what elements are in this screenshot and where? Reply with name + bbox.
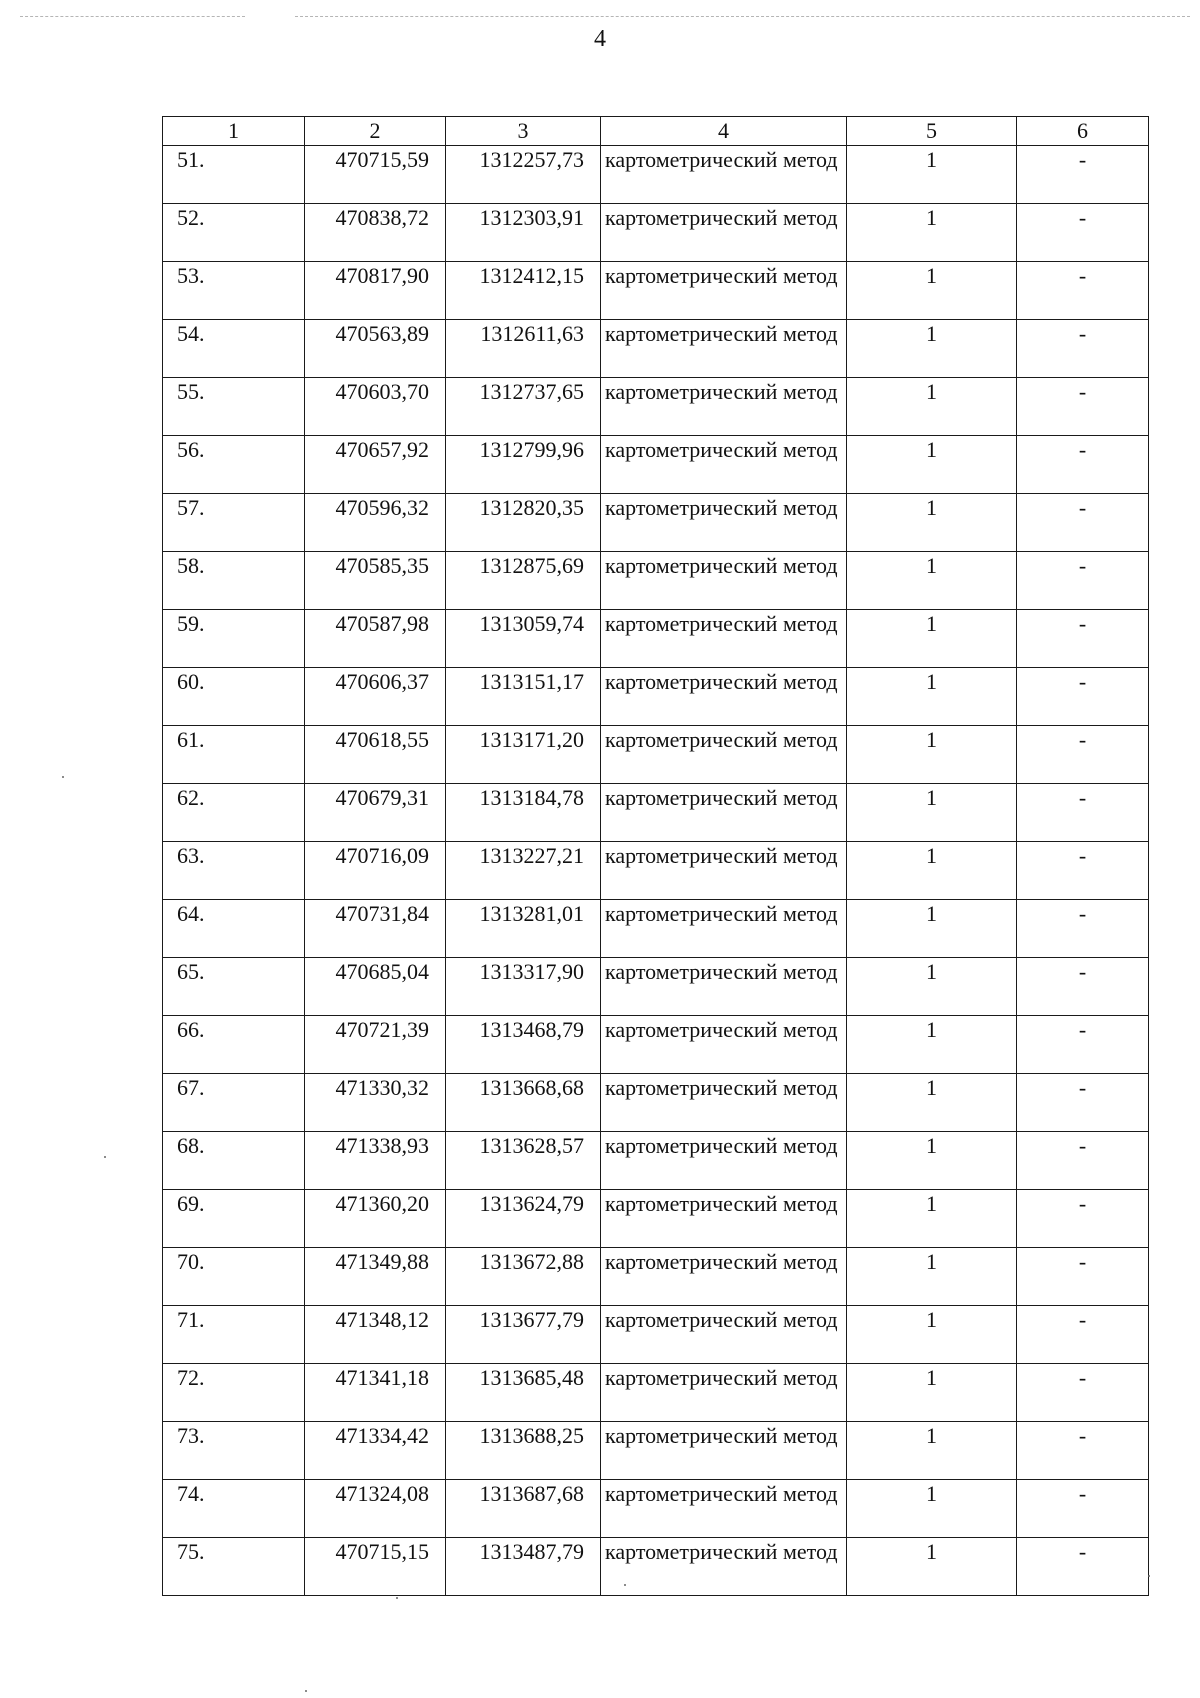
description-cell: - [1017, 204, 1149, 262]
table-row [163, 1422, 1149, 1480]
point-number-cell: 51. [163, 146, 305, 204]
y-coordinate-cell: 1312257,73 [446, 146, 601, 204]
precision-cell: 1 [847, 1422, 1017, 1480]
description-cell: - [1017, 552, 1149, 610]
precision-cell: 1 [847, 1016, 1017, 1074]
point-number-cell: 60. [163, 668, 305, 726]
description-cell: - [1017, 842, 1149, 900]
y-coordinate-cell: 1313688,25 [446, 1422, 601, 1480]
description-cell: - [1017, 1480, 1149, 1538]
scan-edge-line [20, 16, 245, 17]
method-cell: картометрический метод [601, 204, 847, 262]
y-coordinate-cell: 1313281,01 [446, 900, 601, 958]
scan-speck [305, 1690, 307, 1692]
scan-speck [62, 776, 64, 778]
scan-speck [624, 1584, 626, 1586]
column-header: 4 [601, 117, 847, 146]
precision-cell: 1 [847, 1364, 1017, 1422]
point-number-cell: 69. [163, 1190, 305, 1248]
point-number-cell: 73. [163, 1422, 305, 1480]
x-coordinate-cell: 471348,12 [305, 1306, 446, 1364]
y-coordinate-cell: 1312611,63 [446, 320, 601, 378]
x-coordinate-cell: 470685,04 [305, 958, 446, 1016]
y-coordinate-cell: 1313668,68 [446, 1074, 601, 1132]
table-header-row [163, 117, 1149, 146]
precision-cell: 1 [847, 262, 1017, 320]
point-number-cell: 59. [163, 610, 305, 668]
y-coordinate-cell: 1312737,65 [446, 378, 601, 436]
method-cell: картометрический метод [601, 610, 847, 668]
description-cell: - [1017, 1190, 1149, 1248]
y-coordinate-cell: 1312875,69 [446, 552, 601, 610]
table-row [163, 1190, 1149, 1248]
precision-cell: 1 [847, 494, 1017, 552]
x-coordinate-cell: 470603,70 [305, 378, 446, 436]
description-cell: - [1017, 494, 1149, 552]
y-coordinate-cell: 1313677,79 [446, 1306, 601, 1364]
point-number-cell: 65. [163, 958, 305, 1016]
column-header: 3 [446, 117, 601, 146]
x-coordinate-cell: 470585,35 [305, 552, 446, 610]
x-coordinate-cell: 470596,32 [305, 494, 446, 552]
method-cell: картометрический метод [601, 1132, 847, 1190]
precision-cell: 1 [847, 378, 1017, 436]
description-cell: - [1017, 1364, 1149, 1422]
precision-cell: 1 [847, 1538, 1017, 1596]
point-number-cell: 54. [163, 320, 305, 378]
description-cell: - [1017, 900, 1149, 958]
precision-cell: 1 [847, 1248, 1017, 1306]
point-number-cell: 57. [163, 494, 305, 552]
description-cell: - [1017, 1422, 1149, 1480]
x-coordinate-cell: 471341,18 [305, 1364, 446, 1422]
table-row [163, 494, 1149, 552]
y-coordinate-cell: 1313171,20 [446, 726, 601, 784]
y-coordinate-cell: 1312799,96 [446, 436, 601, 494]
method-cell: картометрический метод [601, 668, 847, 726]
x-coordinate-cell: 470715,15 [305, 1538, 446, 1596]
x-coordinate-cell: 470563,89 [305, 320, 446, 378]
x-coordinate-cell: 471338,93 [305, 1132, 446, 1190]
y-coordinate-cell: 1313184,78 [446, 784, 601, 842]
table-row [163, 1074, 1149, 1132]
table-row [163, 900, 1149, 958]
table-row [163, 552, 1149, 610]
y-coordinate-cell: 1313227,21 [446, 842, 601, 900]
scan-speck [396, 1597, 398, 1599]
method-cell: картометрический метод [601, 726, 847, 784]
scan-edge-line [295, 16, 1190, 17]
description-cell: - [1017, 320, 1149, 378]
table-row [163, 610, 1149, 668]
precision-cell: 1 [847, 436, 1017, 494]
method-cell: картометрический метод [601, 262, 847, 320]
table-row [163, 1248, 1149, 1306]
table-row [163, 146, 1149, 204]
point-number-cell: 55. [163, 378, 305, 436]
description-cell: - [1017, 1248, 1149, 1306]
x-coordinate-cell: 470817,90 [305, 262, 446, 320]
point-number-cell: 58. [163, 552, 305, 610]
table-row [163, 668, 1149, 726]
x-coordinate-cell: 471334,42 [305, 1422, 446, 1480]
precision-cell: 1 [847, 958, 1017, 1016]
description-cell: - [1017, 958, 1149, 1016]
table-row [163, 1016, 1149, 1074]
method-cell: картометрический метод [601, 1074, 847, 1132]
coordinates-table [162, 116, 1149, 1596]
description-cell: - [1017, 1132, 1149, 1190]
point-number-cell: 66. [163, 1016, 305, 1074]
method-cell: картометрический метод [601, 494, 847, 552]
table-row [163, 784, 1149, 842]
x-coordinate-cell: 470587,98 [305, 610, 446, 668]
description-cell: - [1017, 378, 1149, 436]
y-coordinate-cell: 1313151,17 [446, 668, 601, 726]
y-coordinate-cell: 1313624,79 [446, 1190, 601, 1248]
point-number-cell: 71. [163, 1306, 305, 1364]
description-cell: - [1017, 610, 1149, 668]
precision-cell: 1 [847, 1480, 1017, 1538]
method-cell: картометрический метод [601, 958, 847, 1016]
precision-cell: 1 [847, 726, 1017, 784]
precision-cell: 1 [847, 784, 1017, 842]
x-coordinate-cell: 471324,08 [305, 1480, 446, 1538]
x-coordinate-cell: 470838,72 [305, 204, 446, 262]
x-coordinate-cell: 470721,39 [305, 1016, 446, 1074]
table-row [163, 1480, 1149, 1538]
table-row [163, 842, 1149, 900]
precision-cell: 1 [847, 610, 1017, 668]
method-cell: картометрический метод [601, 1306, 847, 1364]
precision-cell: 1 [847, 1306, 1017, 1364]
method-cell: картометрический метод [601, 1190, 847, 1248]
precision-cell: 1 [847, 320, 1017, 378]
point-number-cell: 74. [163, 1480, 305, 1538]
x-coordinate-cell: 470618,55 [305, 726, 446, 784]
table-row [163, 204, 1149, 262]
table-row [163, 320, 1149, 378]
method-cell: картометрический метод [601, 1422, 847, 1480]
point-number-cell: 63. [163, 842, 305, 900]
table-row [163, 726, 1149, 784]
y-coordinate-cell: 1313685,48 [446, 1364, 601, 1422]
page-number: 4 [594, 26, 606, 52]
column-header: 1 [163, 117, 305, 146]
table-row [163, 262, 1149, 320]
y-coordinate-cell: 1312820,35 [446, 494, 601, 552]
scan-speck [104, 1156, 106, 1158]
table-row [163, 1364, 1149, 1422]
table-row [163, 378, 1149, 436]
method-cell: картометрический метод [601, 1538, 847, 1596]
precision-cell: 1 [847, 900, 1017, 958]
point-number-cell: 53. [163, 262, 305, 320]
method-cell: картометрический метод [601, 1364, 847, 1422]
precision-cell: 1 [847, 668, 1017, 726]
x-coordinate-cell: 471330,32 [305, 1074, 446, 1132]
point-number-cell: 70. [163, 1248, 305, 1306]
scan-speck [1148, 1575, 1150, 1577]
x-coordinate-cell: 470657,92 [305, 436, 446, 494]
description-cell: - [1017, 1306, 1149, 1364]
precision-cell: 1 [847, 1132, 1017, 1190]
y-coordinate-cell: 1313468,79 [446, 1016, 601, 1074]
point-number-cell: 64. [163, 900, 305, 958]
method-cell: картометрический метод [601, 378, 847, 436]
x-coordinate-cell: 470679,31 [305, 784, 446, 842]
description-cell: - [1017, 726, 1149, 784]
table-row [163, 1306, 1149, 1364]
precision-cell: 1 [847, 1190, 1017, 1248]
precision-cell: 1 [847, 146, 1017, 204]
y-coordinate-cell: 1312303,91 [446, 204, 601, 262]
method-cell: картометрический метод [601, 146, 847, 204]
method-cell: картометрический метод [601, 436, 847, 494]
method-cell: картометрический метод [601, 1016, 847, 1074]
y-coordinate-cell: 1312412,15 [446, 262, 601, 320]
description-cell: - [1017, 668, 1149, 726]
table-row [163, 436, 1149, 494]
y-coordinate-cell: 1313672,88 [446, 1248, 601, 1306]
y-coordinate-cell: 1313628,57 [446, 1132, 601, 1190]
method-cell: картометрический метод [601, 1480, 847, 1538]
precision-cell: 1 [847, 1074, 1017, 1132]
precision-cell: 1 [847, 552, 1017, 610]
precision-cell: 1 [847, 204, 1017, 262]
point-number-cell: 68. [163, 1132, 305, 1190]
description-cell: - [1017, 262, 1149, 320]
point-number-cell: 72. [163, 1364, 305, 1422]
column-header: 6 [1017, 117, 1149, 146]
description-cell: - [1017, 1538, 1149, 1596]
point-number-cell: 67. [163, 1074, 305, 1132]
precision-cell: 1 [847, 842, 1017, 900]
x-coordinate-cell: 470716,09 [305, 842, 446, 900]
description-cell: - [1017, 1074, 1149, 1132]
x-coordinate-cell: 470606,37 [305, 668, 446, 726]
table-row [163, 958, 1149, 1016]
y-coordinate-cell: 1313059,74 [446, 610, 601, 668]
table-row [163, 1538, 1149, 1596]
description-cell: - [1017, 784, 1149, 842]
method-cell: картометрический метод [601, 900, 847, 958]
column-header: 5 [847, 117, 1017, 146]
point-number-cell: 52. [163, 204, 305, 262]
y-coordinate-cell: 1313317,90 [446, 958, 601, 1016]
x-coordinate-cell: 471349,88 [305, 1248, 446, 1306]
description-cell: - [1017, 146, 1149, 204]
description-cell: - [1017, 1016, 1149, 1074]
x-coordinate-cell: 470731,84 [305, 900, 446, 958]
column-header: 2 [305, 117, 446, 146]
y-coordinate-cell: 1313687,68 [446, 1480, 601, 1538]
method-cell: картометрический метод [601, 1248, 847, 1306]
point-number-cell: 62. [163, 784, 305, 842]
x-coordinate-cell: 470715,59 [305, 146, 446, 204]
method-cell: картометрический метод [601, 842, 847, 900]
y-coordinate-cell: 1313487,79 [446, 1538, 601, 1596]
method-cell: картометрический метод [601, 552, 847, 610]
coordinates-table-body [163, 117, 1149, 1596]
x-coordinate-cell: 471360,20 [305, 1190, 446, 1248]
description-cell: - [1017, 436, 1149, 494]
method-cell: картометрический метод [601, 320, 847, 378]
point-number-cell: 56. [163, 436, 305, 494]
point-number-cell: 75. [163, 1538, 305, 1596]
table-row [163, 1132, 1149, 1190]
method-cell: картометрический метод [601, 784, 847, 842]
point-number-cell: 61. [163, 726, 305, 784]
